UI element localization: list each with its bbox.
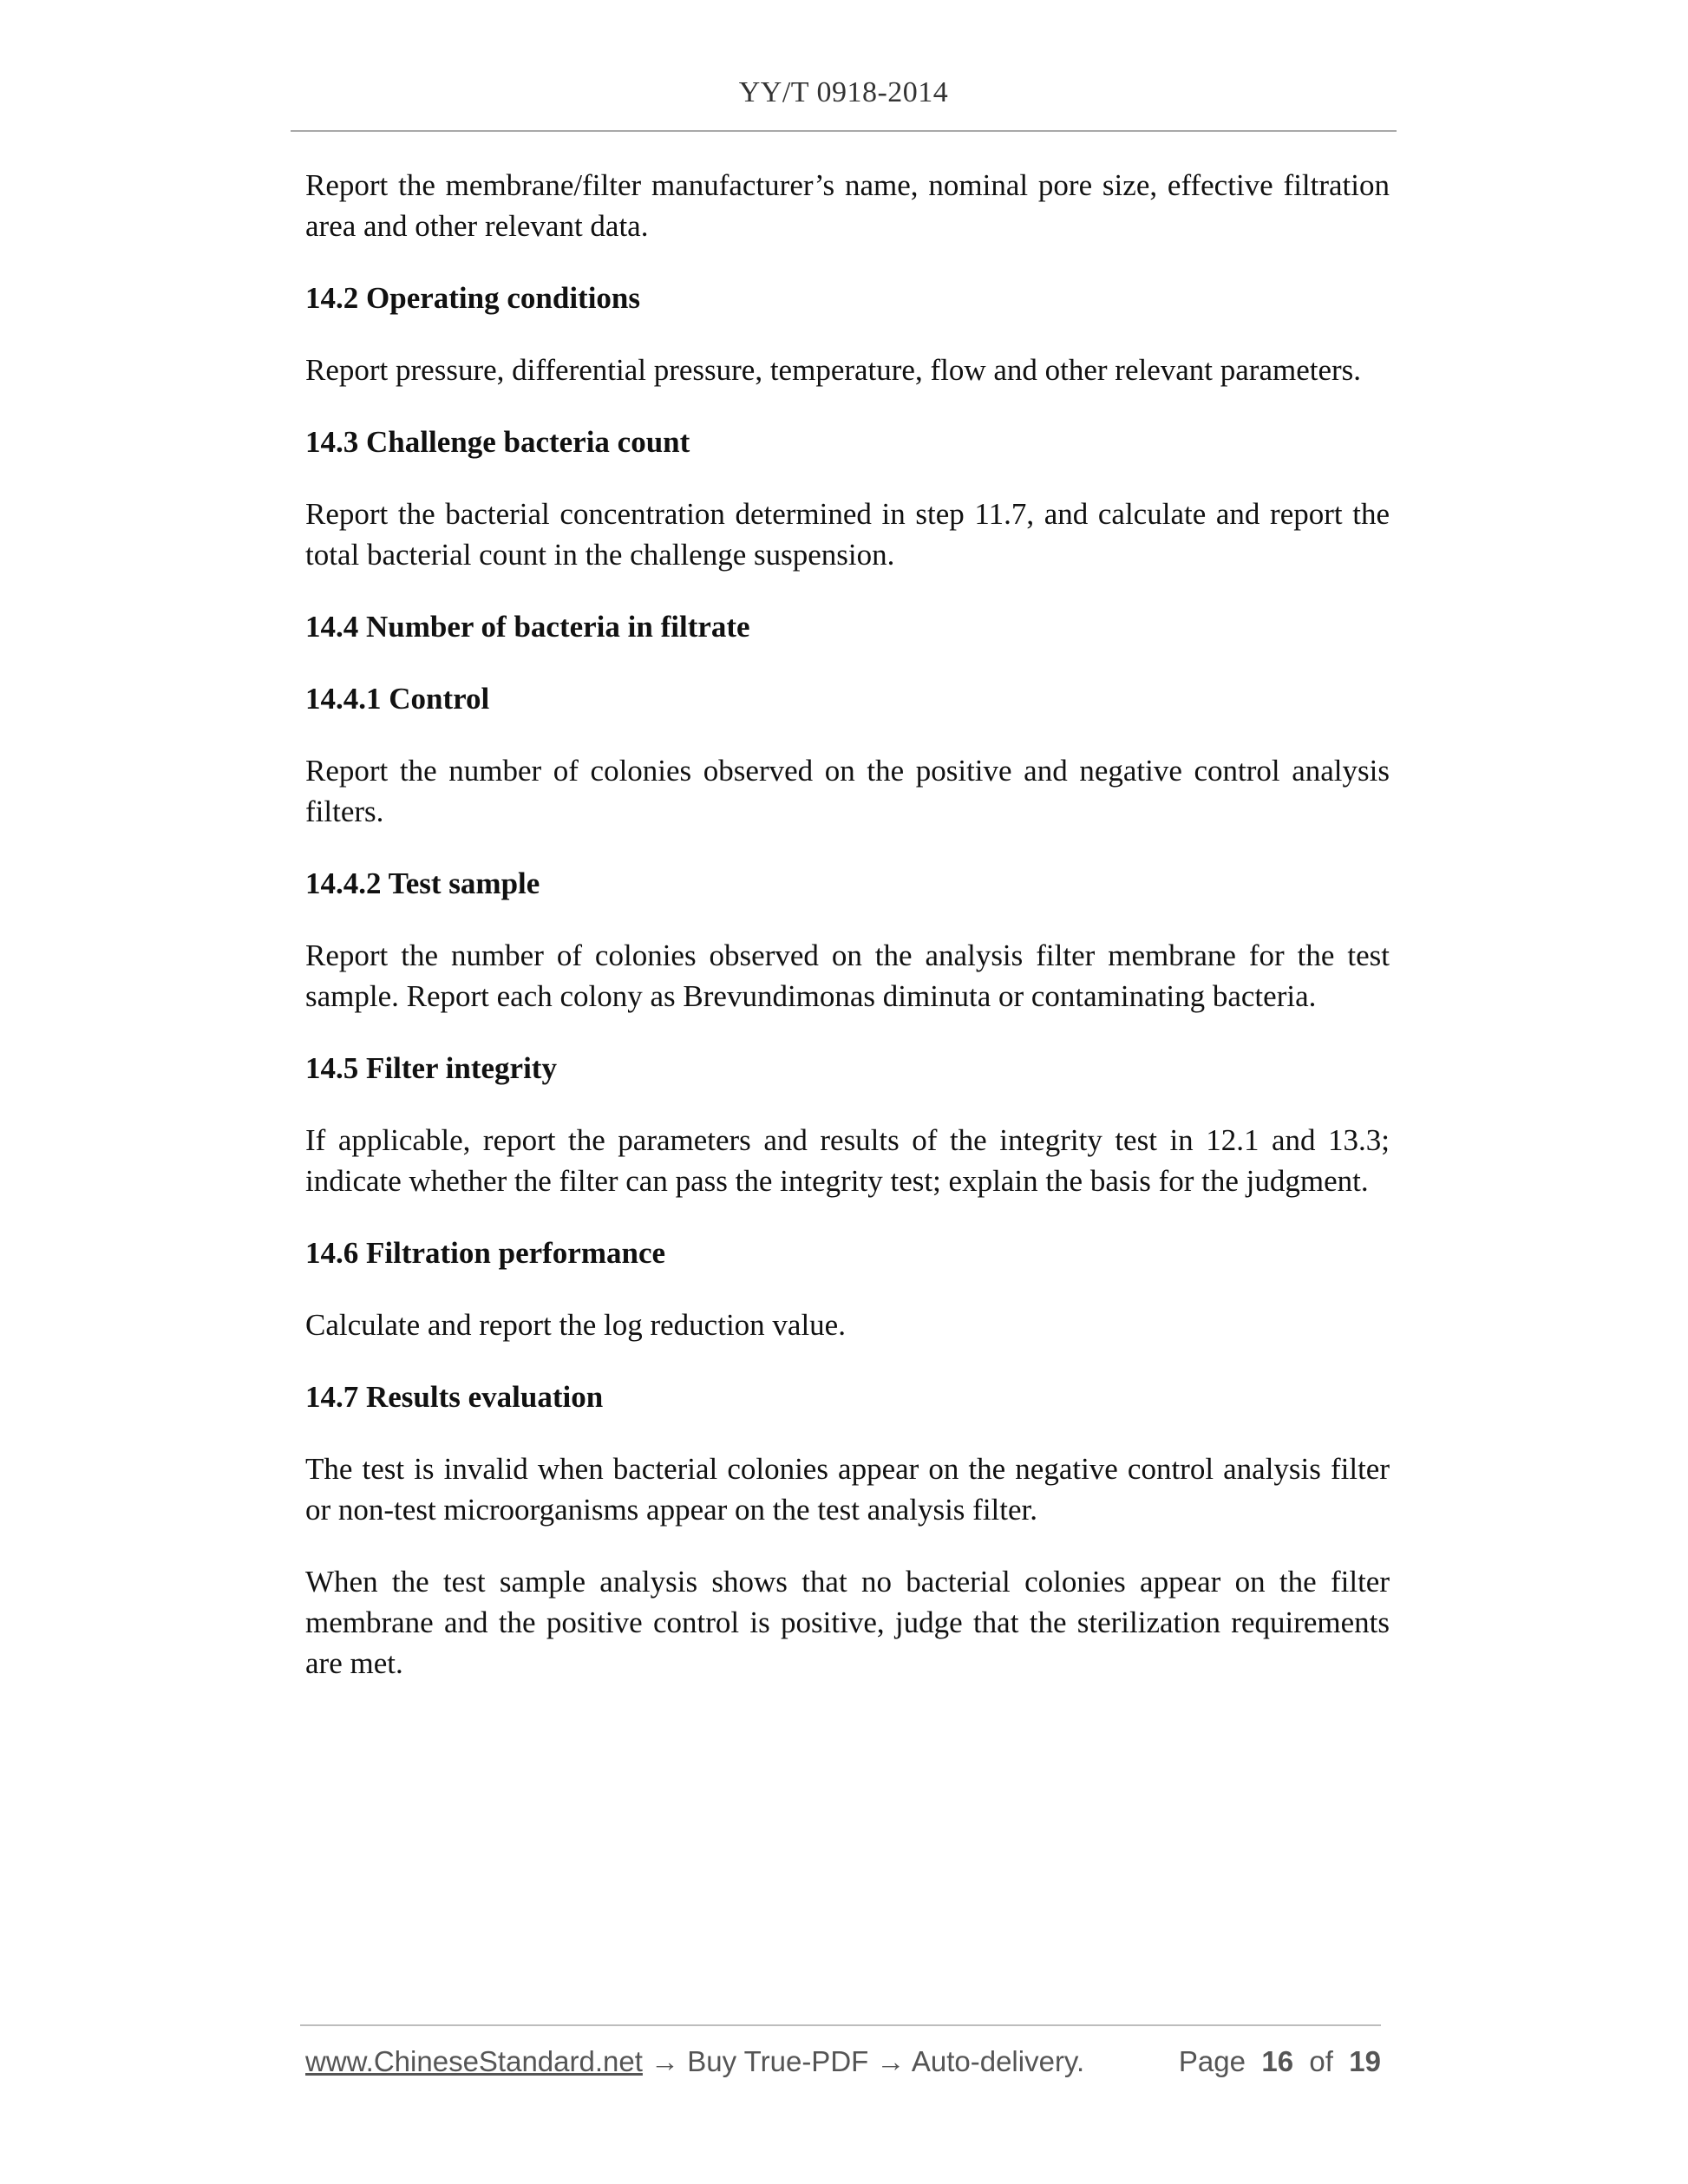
section-14-2-heading: 14.2 Operating conditions [305,281,641,315]
page-indicator [1179,2045,1381,2078]
section-14-2-text: Report pressure, differential pressure, temperature, flow and other relevant parameters. [305,353,1362,387]
section-14-5-text: If applicable, report the parameters and results of the integrity test in 12.1 and 13.3; indicate whether the filter can pass the integrity test; explain the basis for the judgment. [305,1123,1390,1198]
page-of-label: of [1309,2045,1333,2077]
document-id-header: YY/T 0918-2014 [738,76,949,108]
page-label: Page [1178,2045,1246,2077]
section-14-7-text-1: The test is invalid when bacterial colonies appear on the negative control analysis filter or non-test microorganisms appear on the test analysis filter. [305,1452,1390,1527]
section-14-4-heading: 14.4 Number of bacteria in filtrate [305,610,750,644]
section-14-4-1-heading: 14.4.1 Control [305,682,490,716]
document-body [305,165,1390,1715]
section-14-6-heading: 14.6 Filtration performance [305,1236,666,1270]
section-14-7-heading: 14.7 Results evaluation [305,1380,604,1414]
section-14-4-2-text: Report the number of colonies observed on the analysis filter membrane for the test sample. Report each colony as Brevundimonas diminuta or contaminating bacteria. [305,938,1390,1013]
intro-paragraph: Report the membrane/filter manufacturer’s name, nominal pore size, effective filtration area and other relevant data. [305,168,1390,243]
site-link[interactable]: www.ChineseStandard.net [305,2045,643,2077]
arrow-right-icon: → [876,2045,906,2077]
header-divider [291,130,1397,132]
section-14-4-1-text: Report the number of colonies observed on the positive and negative control analysis filters. [305,754,1390,828]
section-14-6-text: Calculate and report the log reduction value. [305,1308,846,1342]
auto-delivery-text: Auto-delivery. [911,2045,1085,2077]
section-14-3-text: Report the bacterial concentration determined in step 11.7, and calculate and report the total bacterial count in the challenge suspension. [305,497,1390,572]
section-14-7-text-2: When the test sample analysis shows that no bacterial colonies appear on the filter membrane and the positive control is positive, judge that the sterilization requirements are met. [305,1565,1390,1680]
arrow-right-icon: → [651,2045,680,2077]
buy-pdf-text: Buy True-PDF [687,2045,869,2077]
section-14-4-2-heading: 14.4.2 Test sample [305,866,540,900]
footer-divider [300,2024,1381,2026]
section-14-5-heading: 14.5 Filter integrity [305,1051,557,1085]
page-current: 16 [1261,2045,1294,2077]
page-footer [305,2045,1381,2078]
section-14-3-heading: 14.3 Challenge bacteria count [305,425,690,459]
page-total: 19 [1349,2045,1381,2077]
